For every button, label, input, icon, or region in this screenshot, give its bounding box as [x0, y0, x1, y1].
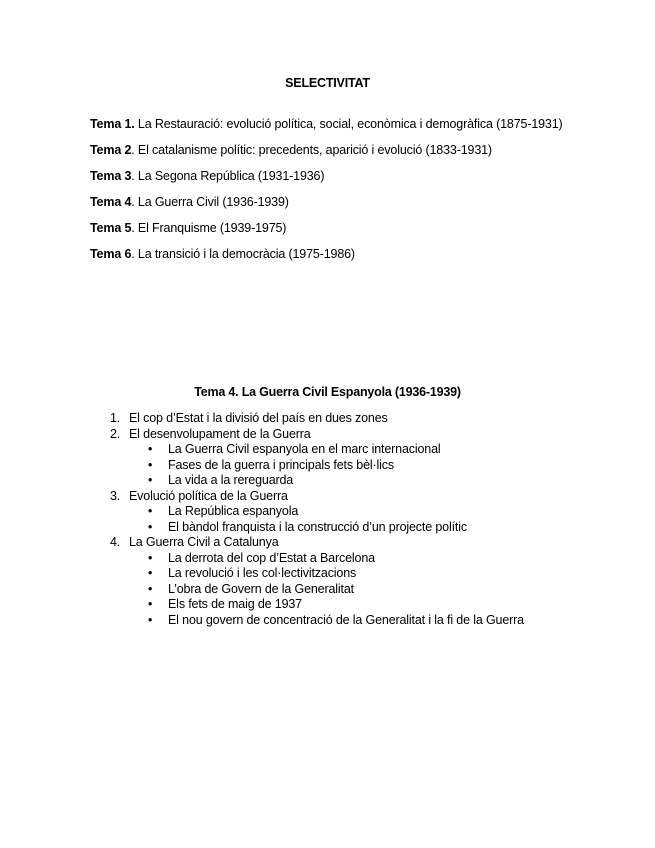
tema-text: . El catalanisme polític: precedents, aparició i evolució (1833-1931)	[131, 143, 492, 157]
sub-item	[148, 566, 630, 582]
sub-item-text: El nou govern de concentració de la Generalitat i la fi de la Guerra	[168, 612, 524, 627]
tema-text: . La Guerra Civil (1936-1939)	[131, 195, 289, 209]
outline-number: 1.	[110, 411, 121, 425]
tema-number: Tema 5	[90, 221, 132, 235]
sub-item-text: La revolució i les col·lectivitzacions	[168, 566, 357, 580]
bullet-icon: •	[148, 442, 153, 456]
tema-item	[90, 221, 570, 236]
sub-item-text: La República espanyola	[168, 504, 299, 518]
sub-item-text: La vida a la rereguarda	[168, 473, 294, 487]
outline-number: 4.	[110, 535, 121, 549]
sub-item	[148, 582, 630, 598]
tema-text: . La Segona República (1931-1936)	[131, 169, 325, 183]
sub-item	[148, 473, 630, 489]
outline-item	[110, 427, 630, 489]
outline-number: 3.	[110, 488, 121, 503]
outline-text: El desenvolupament de la Guerra	[129, 426, 311, 441]
tema-number: Tema 1.	[90, 117, 135, 131]
sub-item	[148, 458, 630, 474]
tema-text: . El Franquisme (1939-1975)	[131, 221, 287, 235]
sub-item-text: La derrota del cop d’Estat a Barcelona	[168, 550, 375, 565]
tema-number: Tema 6	[90, 247, 132, 261]
tema-number: Tema 2	[90, 143, 132, 157]
tema-item	[90, 195, 570, 210]
tema-text: . La transició i la democràcia (1975-1986)	[131, 247, 355, 261]
sub-item	[148, 551, 630, 567]
sub-item-text: La Guerra Civil espanyola en el marc internacional	[168, 442, 441, 456]
bullet-icon: •	[148, 519, 153, 534]
tema-number: Tema 4	[90, 195, 132, 209]
tema-item	[90, 143, 570, 158]
outline-text: Evolució política de la Guerra	[129, 488, 288, 503]
outline-list	[110, 411, 630, 628]
tema-text: La Restauració: evolució política, social, econòmica i demogràfica (1875-1931)	[134, 117, 563, 131]
sub-list	[110, 442, 630, 489]
outline-item	[110, 411, 630, 427]
sub-item	[148, 504, 630, 520]
sub-item-text: El bàndol franquista i la construcció d’un projecte polític	[168, 519, 467, 534]
sub-item	[148, 613, 630, 629]
tema-item	[90, 247, 570, 262]
tema-item	[90, 117, 570, 132]
outline-text: El cop d’Estat i la divisió del país en dues zones	[129, 411, 388, 425]
bullet-icon: •	[148, 550, 153, 565]
section-title: Tema 4. La Guerra Civil Espanyola (1936-1939)	[194, 385, 461, 399]
sub-item-text: Els fets de maig de 1937	[168, 597, 302, 611]
sub-item-text: Fases de la guerra i principals fets bèl·lics	[168, 457, 394, 472]
bullet-icon: •	[148, 581, 153, 596]
temes-list	[90, 117, 570, 273]
sub-list	[110, 551, 630, 629]
outline-item	[110, 489, 630, 536]
bullet-icon: •	[148, 597, 153, 611]
tema-item	[90, 169, 570, 184]
outline-item	[110, 535, 630, 628]
bullet-icon: •	[148, 504, 153, 518]
bullet-icon: •	[148, 566, 153, 580]
bullet-icon: •	[148, 473, 153, 487]
outline-number: 2.	[110, 426, 121, 441]
bullet-icon: •	[148, 457, 153, 472]
sub-item	[148, 442, 630, 458]
bullet-icon: •	[148, 612, 153, 627]
sub-list	[110, 504, 630, 535]
document-title: SELECTIVITAT	[285, 76, 370, 90]
sub-item-text: L’obra de Govern de la Generalitat	[168, 581, 354, 596]
sub-item	[148, 597, 630, 613]
tema-number: Tema 3	[90, 169, 132, 183]
outline-text: La Guerra Civil a Catalunya	[129, 535, 279, 549]
sub-item	[148, 520, 630, 536]
